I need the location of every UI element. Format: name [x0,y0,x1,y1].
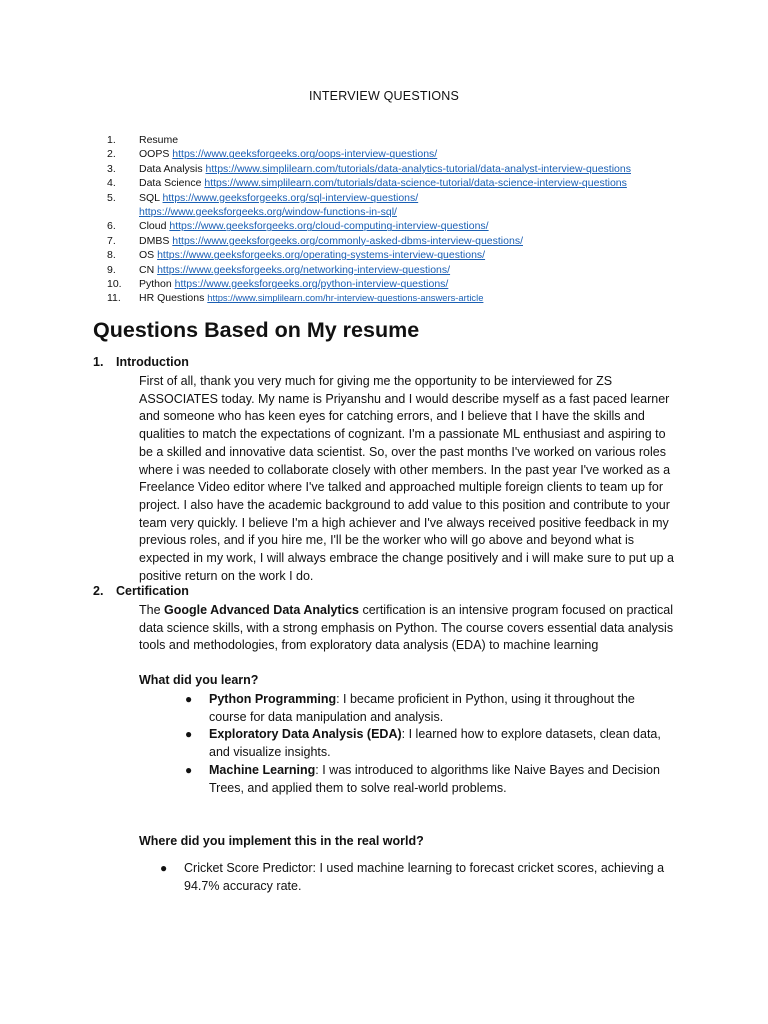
sql-link[interactable]: https://www.geeksforgeeks.org/sql-interview-questions/ [162,191,419,204]
implement-list [160,860,675,895]
certification-body: The Google Advanced Data Analytics certification is an intensive program focused on practical data science skills, with a strong emphasis on Python. The course covers essential data analysis tools and methodologies, from exploratory data analysis (EDA) to machine learning [139,603,674,653]
bullet-icon: ● [160,861,168,875]
real-world-heading: Where did you implement this in the real world? [139,834,424,848]
list-item: 9. CN https://www.geeksforgeeks.org/networking-interview-questions/ [107,263,451,276]
sql-window-functions-link[interactable]: https://www.geeksforgeeks.org/window-functions-in-sql/ [139,206,397,219]
document-title: INTERVIEW QUESTIONS [308,89,460,103]
list-item: 6. Cloud https://www.geeksforgeeks.org/cloud-computing-interview-questions/ [107,220,489,233]
certification-heading: 2. Certification [93,584,189,598]
list-item: 8. OS https://www.geeksforgeeks.org/operating-systems-interview-questions/ [107,249,486,262]
topic-list [107,133,631,306]
list-item: 10. Python https://www.geeksforgeeks.org/python-interview-questions/ [107,278,449,291]
oops-link[interactable]: https://www.geeksforgeeks.org/oops-interview-questions/ [172,148,438,161]
list-item: 7. DMBS https://www.geeksforgeeks.org/commonly-asked-dbms-interview-questions/ [107,234,523,247]
what-did-you-learn-heading: What did you learn? [139,673,259,687]
learn-list [185,691,675,797]
os-link[interactable]: https://www.geeksforgeeks.org/operating-systems-interview-questions/ [157,249,486,262]
list-item: 2. OOPS https://www.geeksforgeeks.org/oops-interview-questions/ [107,148,438,161]
list-item: 4. Data Science https://www.simplilearn.com/tutorials/data-science-tutorial/data-science-interview-questions [107,177,627,190]
list-item: 11. HR Questions https://www.simplilearn.com/hr-interview-questions-answers-article [107,292,484,305]
list-item: ● Cricket Score Predictor: I used machine learning to forecast cricket scores, achieving a 94.7% accuracy rate. [160,860,675,895]
list-item: 5. SQL https://www.geeksforgeeks.org/sql-interview-questions/ [107,191,419,204]
dbms-link[interactable]: https://www.geeksforgeeks.org/commonly-asked-dbms-interview-questions/ [172,234,523,247]
cn-link[interactable]: https://www.geeksforgeeks.org/networking-interview-questions/ [157,263,451,276]
list-item: 3. Data Analysis https://www.simplilearn.com/tutorials/data-analytics-tutorial/data-analyst-interview-questions [107,162,631,175]
hr-questions-link[interactable]: https://www.simplilearn.com/hr-interview-questions-answers-article [207,292,484,304]
list-item: ● Machine Learning: I was introduced to algorithms like Naive Bayes and Decision Trees, and applied them to solve real-world problems. [185,762,675,797]
introduction-body: First of all, thank you very much for giving me the opportunity to be interviewed for ZS ASSOCIATES today. My name is Priyanshu and I would describe myself as a fast paced learner and someone who has keen eyes for catching errors, and I believe that I have the skills and qualities to match the expectations of cognizant. I'm a passionate ML enthusiast and aspiring to be a skilled and innovative data scientist. So, over the past months I've worked on various roles where i was needed to collaborate closely with other members. In the past year I've worked as a Freelance Video editor where I've talked and approached multiple foreign clients to team up for project. I also have the academic background to add value to this position and contribute to your team very quickly. I believe I'm a high achiever and I've always received positive feedback in my previous roles, and if you hire me, I'll be the worker who will go above and beyond what is expected in my work, I will always embrace the change positively and i will make sure to put up a positive return on the work I do. [139,374,674,583]
data-science-link[interactable]: https://www.simplilearn.com/tutorials/data-science-tutorial/data-science-interview-questions [204,177,627,190]
bullet-icon: ● [185,762,193,777]
list-item: ● Exploratory Data Analysis (EDA): I learned how to explore datasets, clean data, and visualize insights. [185,726,675,761]
data-analysis-link[interactable]: https://www.simplilearn.com/tutorials/data-analytics-tutorial/data-analyst-interview-questions [205,162,631,175]
bullet-icon: ● [185,692,193,706]
section-heading: Questions Based on My resume [93,318,420,342]
list-item: 1. Resume [107,134,179,146]
bullet-icon: ● [185,727,193,742]
cloud-link[interactable]: https://www.geeksforgeeks.org/cloud-computing-interview-questions/ [169,220,489,233]
list-item: ● Python Programming: I became proficient in Python, using it throughout the course for data manipulation and analysis. [185,691,675,726]
list-item-continuation [107,205,631,219]
introduction-heading: 1. Introduction [93,355,189,369]
python-link[interactable]: https://www.geeksforgeeks.org/python-interview-questions/ [174,278,449,291]
